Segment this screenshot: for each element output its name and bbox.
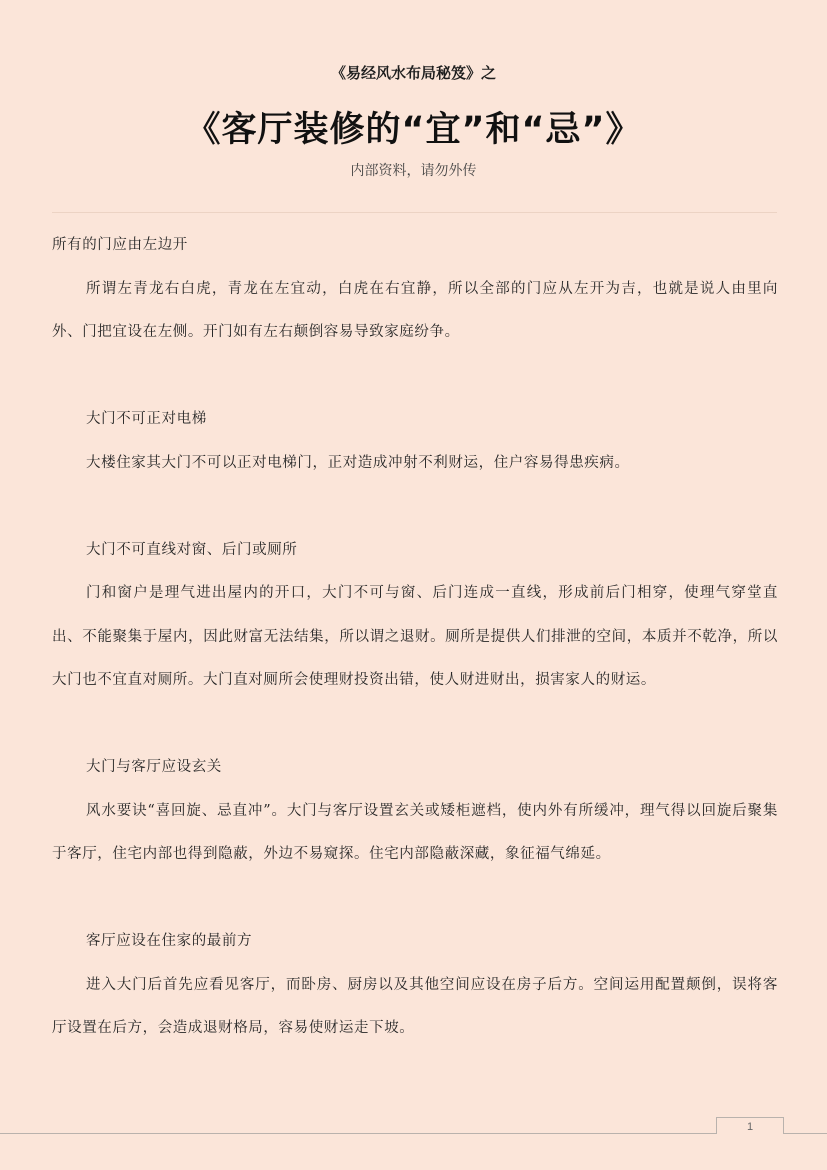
section-heading: 大门与客厅应设玄关: [86, 759, 222, 775]
section-heading: 大门不可正对电梯: [86, 411, 207, 427]
series-title: 《易经风水布局秘笈》之: [330, 64, 496, 82]
section-heading: 所有的门应由左边开: [52, 237, 188, 253]
section-paragraph: 进入大门后首先应看见客厅，而卧房、厨房以及其他空间应设在房子后方。空间运用配置颠倒，误将客厅设置在后方，会造成退财格局，容易使财运走下坡。: [52, 976, 778, 1036]
page-number: 1: [716, 1117, 784, 1134]
page-title: 《客厅装修的“宜”和“忌”》: [185, 110, 642, 150]
section-paragraph: 所谓左青龙右白虎，青龙在左宜动，白虎在右宜静，所以全部的门应从左开为吉，也就是说人由里向外、门把宜设在左侧。开门如有左右颠倒容易导致家庭纷争。: [52, 280, 778, 340]
spacer: [52, 355, 778, 399]
footer-divider: [0, 1133, 827, 1134]
spacer: [52, 485, 778, 529]
document-body: [52, 224, 778, 1051]
header-divider: [52, 212, 777, 213]
spacer: [52, 877, 778, 921]
section-paragraph: 门和窗户是理气进出屋内的开口，大门不可与窗、后门连成一直线，形成前后门相穿，使理气穿堂直出、不能聚集于屋内，因此财富无法结集，所以谓之退财。厕所是提供人们排泄的空间，本质并不乾净，所以大门也不宜直对厕所。大门直对厕所会使理财投资出错，使人财进财出，损害家人的财运。: [52, 585, 778, 688]
section-heading: 大门不可直线对窗、后门或厕所: [86, 541, 298, 558]
section-heading: 客厅应设在住家的最前方: [86, 933, 253, 949]
subtitle: 内部资料，请勿外传: [350, 163, 477, 179]
section-paragraph: 风水要诀“喜回旋、忌直冲”。大门与客厅设置玄关或矮柜遮档，使内外有所缓冲，理气得以回旋后聚集于客厅，住宅内部也得到隐蔽，外边不易窥探。住宅内部隐蔽深藏，象征福气绵延。: [52, 802, 778, 862]
spacer: [52, 703, 778, 747]
section-paragraph: 大楼住家其大门不可以正对电梯门，正对造成冲射不利财运，住户容易得患疾病。: [86, 454, 630, 471]
